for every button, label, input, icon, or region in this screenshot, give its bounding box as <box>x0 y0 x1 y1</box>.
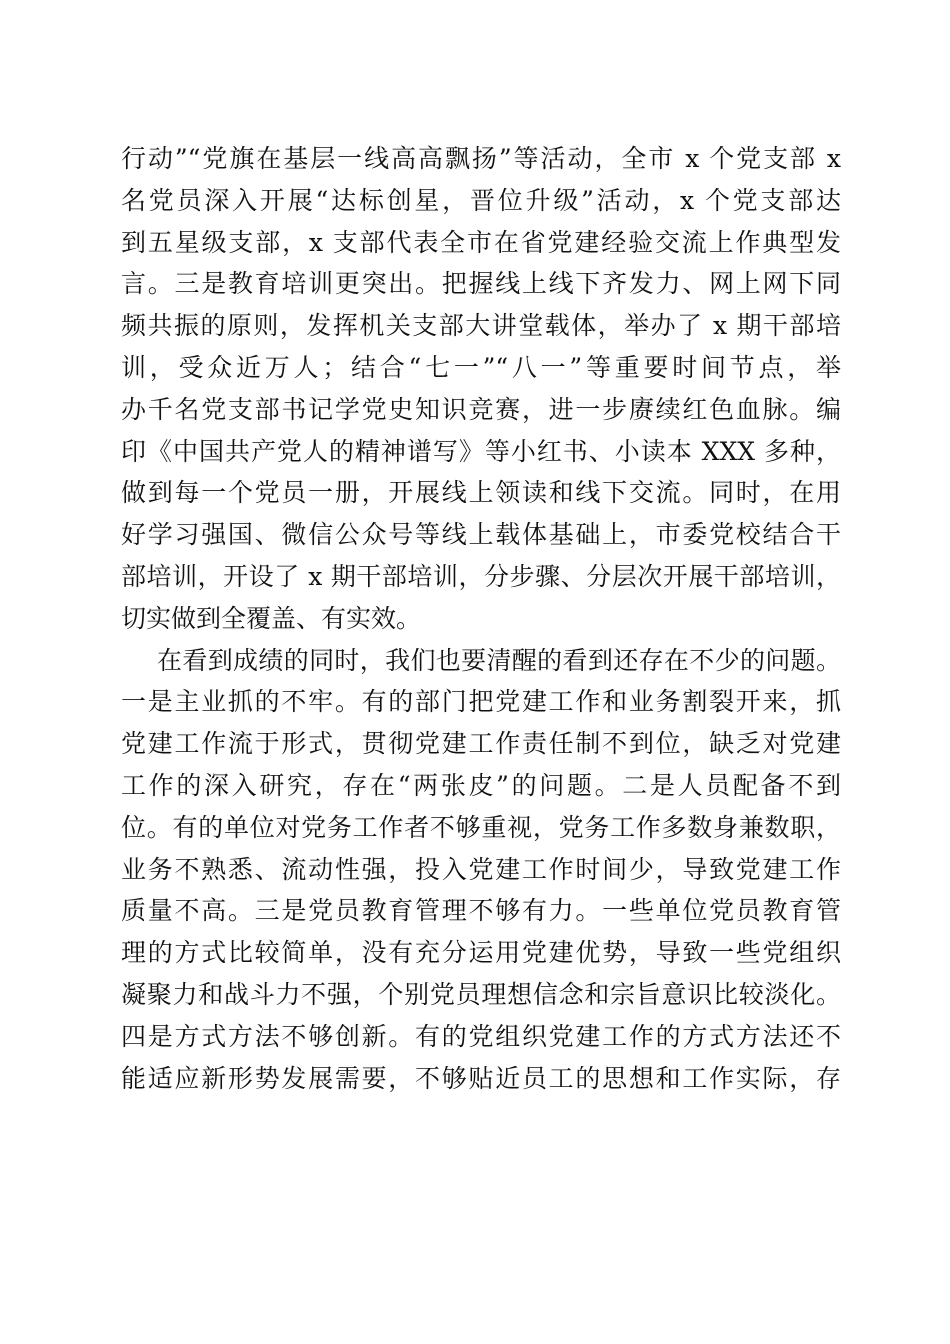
text-line: 办千名党支部书记学党史知识竞赛，进一步赓续红色血脉。编 <box>121 394 841 424</box>
text-line: 到五星级支部，x 支部代表全市在省党建经验交流上作典型发 <box>121 227 841 257</box>
text-line: 言。三是教育培训更突出。把握线上线下齐发力、网上网下同 <box>121 269 841 299</box>
text-line: 业务不熟悉、流动性强，投入党建工作时间少，导致党建工作 <box>121 854 841 884</box>
text-line: 一是主业抓的不牢。有的部门把党建工作和业务割裂开来，抓 <box>121 687 841 717</box>
paragraph-achievements <box>121 138 841 640</box>
document-body <box>121 138 841 1099</box>
text-line: 工作的深入研究，存在“两张皮”的问题。二是人员配备不到 <box>121 770 841 800</box>
text-line: 好学习强国、微信公众号等线上载体基础上，市委党校结合干 <box>121 520 841 550</box>
text-line: 能适应新形势发展需要，不够贴近员工的思想和工作实际，存 <box>121 1063 841 1093</box>
text-line: 四是方式方法不够创新。有的党组织党建工作的方式方法还不 <box>121 1021 841 1051</box>
text-line: 部培训，开设了 x 期干部培训，分步骤、分层次开展干部培训， <box>121 561 841 591</box>
text-line: 行动”“党旗在基层一线高高飘扬”等活动，全市 x 个党支部 x <box>121 144 841 173</box>
text-line: 在看到成绩的同时，我们也要清醒的看到还存在不少的问题。 <box>157 645 841 675</box>
text-line: 位。有的单位对党务工作者不够重视，党务工作多数身兼数职， <box>121 812 841 842</box>
text-line: 频共振的原则，发挥机关支部大讲堂载体，举办了 x 期干部培 <box>121 311 841 341</box>
paragraph-problems <box>121 640 841 1100</box>
text-line: 训，受众近万人；结合“七一”“八一”等重要时间节点，举 <box>121 352 841 382</box>
text-line: 质量不高。三是党员教育管理不够有力。一些单位党员教育管 <box>121 896 841 926</box>
text-line: 做到每一个党员一册，开展线上领读和线下交流。同时，在用 <box>121 478 841 508</box>
text-line: 名党员深入开展“达标创星，晋位升级”活动，x 个党支部达 <box>121 185 841 215</box>
text-line: 印《中国共产党人的精神谱写》等小红书、小读本 XXX 多种， <box>121 436 841 466</box>
text-line: 切实做到全覆盖、有实效。 <box>121 603 422 633</box>
text-line: 理的方式比较简单，没有充分运用党建优势，导致一些党组织 <box>121 938 841 968</box>
text-line: 党建工作流于形式，贯彻党建工作责任制不到位，缺乏对党建 <box>121 729 841 759</box>
text-line: 凝聚力和战斗力不强，个别党员理想信念和宗旨意识比较淡化。 <box>121 979 841 1009</box>
